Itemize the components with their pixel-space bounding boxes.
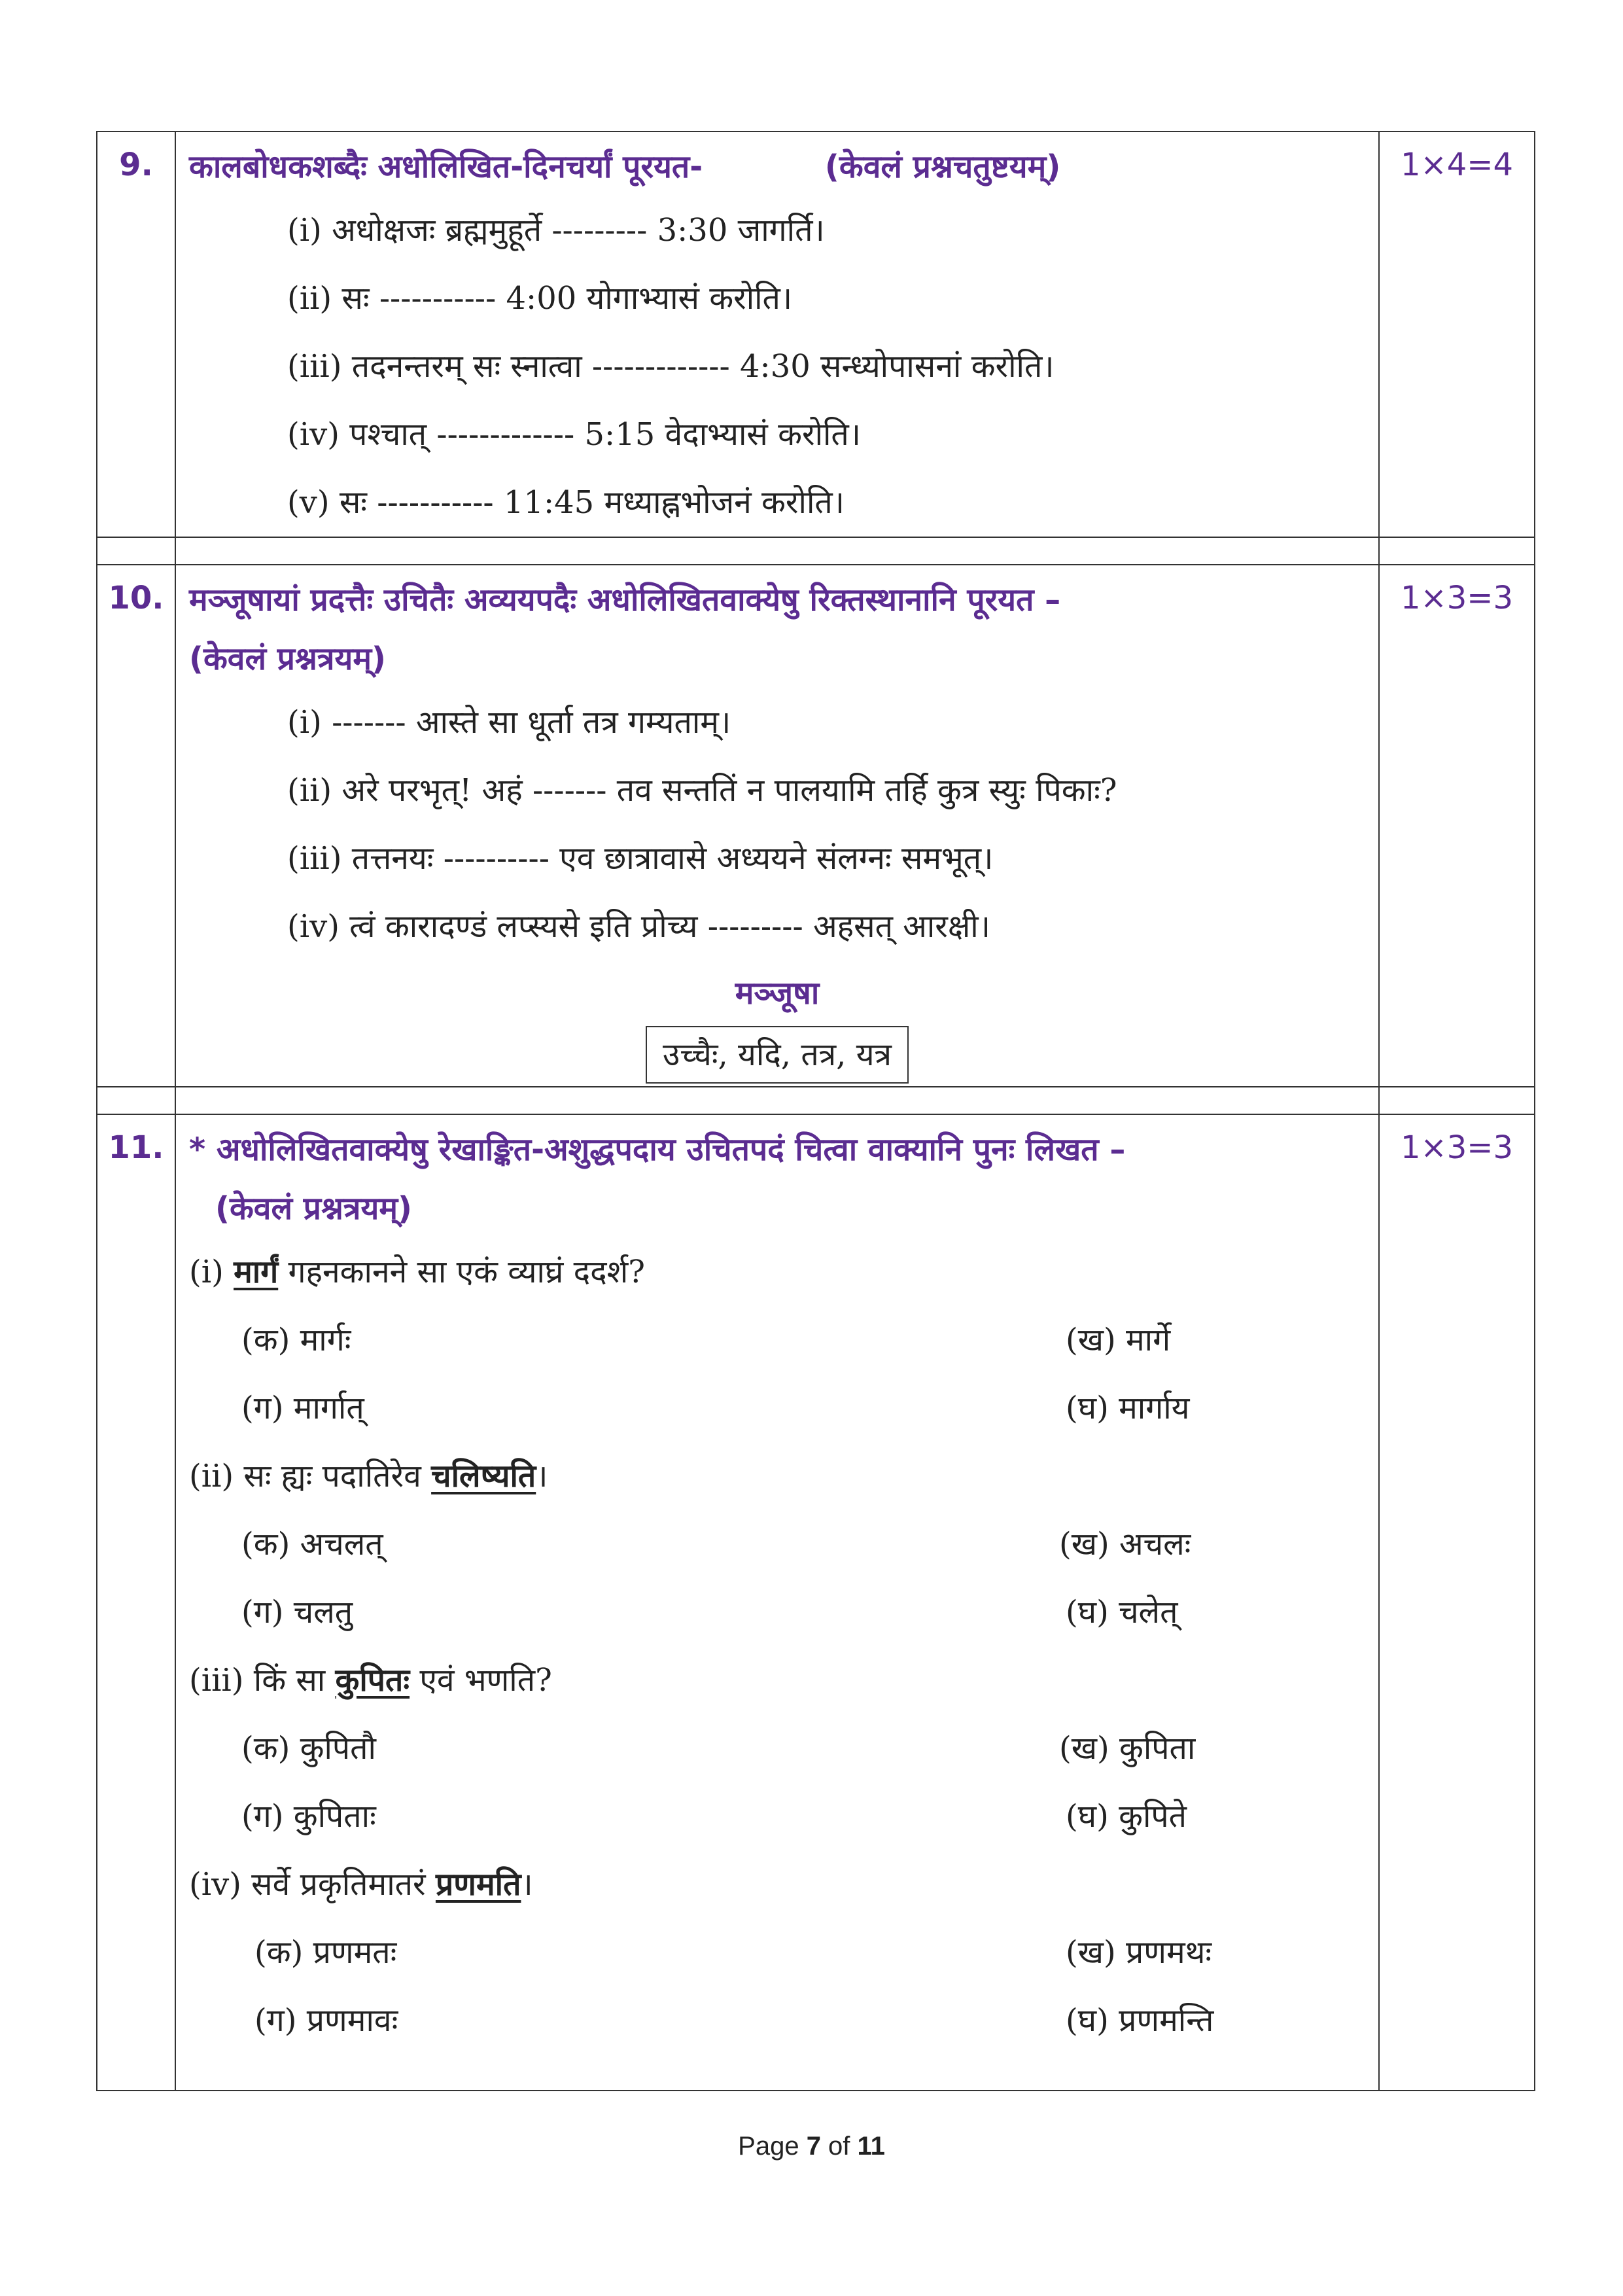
sentence bbox=[189, 1646, 1365, 1714]
option-c: (ग) मार्गात् bbox=[241, 1390, 364, 1426]
footer-prefix: Page bbox=[738, 2132, 807, 2161]
fill-line: (iv) पश्चात् ------------- 5:15 वेदाभ्यासं करोति। bbox=[287, 416, 861, 453]
option-row bbox=[241, 1714, 1365, 1782]
question-note: (केवलं प्रश्नत्रयम्) bbox=[189, 641, 386, 677]
page-footer bbox=[0, 2132, 1623, 2161]
footer-separator: of bbox=[820, 2132, 858, 2161]
option-b: (ख) मार्गे bbox=[1066, 1322, 1171, 1358]
question-heading-text: * अधोलिखितवाक्येषु रेखाङ्कित-अशुद्धपदाय उचितपदं चित्वा वाक्यानि पुनः लिखत – bbox=[189, 1131, 1126, 1168]
word-box: उच्चैः, यदि, तत्र, यत्र bbox=[646, 1026, 909, 1084]
underlined-word: मार्गं bbox=[234, 1254, 279, 1290]
question-note: (केवलं प्रश्नत्रयम्) bbox=[215, 1190, 412, 1227]
question-heading-text: कालबोधकशब्दैः अधोलिखित-दिनचर्यां पूरयत- bbox=[189, 149, 703, 185]
option-a: (क) अचलत् bbox=[241, 1526, 383, 1563]
option-d: (घ) प्रणमन्ति bbox=[1066, 2002, 1214, 2039]
current-page-number: 7 bbox=[806, 2132, 821, 2161]
option-row bbox=[241, 1374, 1365, 1442]
total-pages-number: 11 bbox=[857, 2132, 885, 2161]
marks-cell: 1×3=3 bbox=[1379, 565, 1535, 1087]
option-row bbox=[241, 1578, 1365, 1646]
underlined-word: कुपितः bbox=[335, 1662, 410, 1699]
sentence bbox=[189, 1442, 1365, 1510]
option-d: (घ) मार्गाय bbox=[1066, 1390, 1190, 1426]
option-b: (ख) प्रणमथः bbox=[1066, 1934, 1212, 1971]
underlined-word: चलिष्यति bbox=[431, 1458, 536, 1494]
option-a: (क) कुपितौ bbox=[241, 1730, 376, 1767]
fill-line: (i) ------- आस्ते सा धूर्ता तत्र गम्यताम्। bbox=[287, 704, 731, 741]
question-9-body bbox=[175, 132, 1379, 537]
option-c: (ग) प्रणमावः bbox=[254, 2002, 398, 2039]
option-a: (क) प्रणमतः bbox=[254, 1934, 397, 1971]
fill-line: (ii) अरे परभृत्! अहं ------- तव सन्ततिं न पालयामि तर्हि कुत्र स्युः पिकाः? bbox=[287, 772, 1117, 809]
question-10-body bbox=[175, 565, 1379, 1087]
questions-table bbox=[96, 131, 1535, 2091]
option-b: (ख) अचलः bbox=[1059, 1526, 1191, 1563]
option-row bbox=[241, 1306, 1365, 1374]
box-title: मञ्जूषा bbox=[735, 975, 820, 1012]
sentence-prefix: (iii) किं सा bbox=[189, 1662, 336, 1699]
question-10-lines bbox=[189, 688, 1365, 961]
question-9-heading bbox=[189, 137, 1365, 196]
sentence-prefix: (iv) सर्वे प्रकृतिमातरं bbox=[189, 1866, 436, 1903]
marks-cell: 1×4=4 bbox=[1379, 132, 1535, 537]
spacer-row bbox=[97, 1087, 1535, 1114]
question-9-lines bbox=[189, 196, 1365, 537]
option-b: (ख) कुपिता bbox=[1059, 1730, 1196, 1767]
question-note: (केवलं प्रश्नचतुष्टयम्) bbox=[824, 149, 1061, 185]
sentence-suffix: गहनकानने सा एकं व्याघ्रं ददर्श? bbox=[278, 1254, 645, 1290]
option-row bbox=[254, 1987, 1365, 2055]
question-11-body bbox=[175, 1114, 1379, 2091]
option-c: (ग) चलतु bbox=[241, 1594, 353, 1631]
question-number: 10. bbox=[97, 565, 175, 1087]
option-c: (ग) कुपिताः bbox=[241, 1798, 376, 1835]
option-d: (घ) चलेत् bbox=[1066, 1594, 1178, 1631]
option-row bbox=[254, 1918, 1365, 1987]
fill-line: (iii) तदनन्तरम् सः स्नात्वा ------------- 4:30 सन्ध्योपासनां करोति। bbox=[287, 348, 1055, 385]
sentence-suffix: । bbox=[536, 1458, 548, 1494]
option-row bbox=[241, 1510, 1365, 1578]
sentence-suffix: एवं भणति? bbox=[410, 1662, 552, 1699]
question-number: 9. bbox=[97, 132, 175, 537]
question-number: 11. bbox=[97, 1114, 175, 2091]
option-a: (क) मार्गः bbox=[241, 1322, 351, 1358]
fill-line: (ii) सः ----------- 4:00 योगाभ्यासं करोति। bbox=[287, 280, 793, 317]
word-box-wrap bbox=[189, 1026, 1365, 1084]
question-9-row bbox=[97, 132, 1535, 537]
question-10-row bbox=[97, 565, 1535, 1087]
question-heading-text: मञ्जूषायां प्रदत्तैः उचितैः अव्ययपदैः अधोलिखितवाक्येषु रिक्तस्थानानि पूरयत – bbox=[189, 582, 1061, 618]
underlined-word: प्रणमति bbox=[435, 1866, 521, 1903]
fill-line: (iii) तत्तनयः ---------- एव छात्रावासे अध्ययने संलग्नः समभूत्। bbox=[287, 840, 994, 877]
fill-line: (i) अधोक्षजः ब्रह्ममुहूर्ते --------- 3:30 जागर्ति। bbox=[287, 212, 825, 249]
sentence-suffix: । bbox=[521, 1866, 533, 1903]
sentence bbox=[189, 1238, 1365, 1306]
question-11-row bbox=[97, 1114, 1535, 2091]
sentence bbox=[189, 1850, 1365, 1918]
spacer-row bbox=[97, 537, 1535, 565]
option-d: (घ) कुपिते bbox=[1066, 1798, 1187, 1835]
fill-line: (v) सः ----------- 11:45 मध्याह्नभोजनं करोति। bbox=[287, 484, 845, 521]
marks-cell: 1×3=3 bbox=[1379, 1114, 1535, 2091]
sentence-prefix: (ii) सः ह्यः पदातिरेव bbox=[189, 1458, 432, 1494]
fill-line: (iv) त्वं कारादण्डं लप्स्यसे इति प्रोच्य --------- अहसत् आरक्षी। bbox=[287, 908, 990, 945]
option-row bbox=[241, 1782, 1365, 1850]
sentence-prefix: (i) bbox=[189, 1254, 234, 1290]
